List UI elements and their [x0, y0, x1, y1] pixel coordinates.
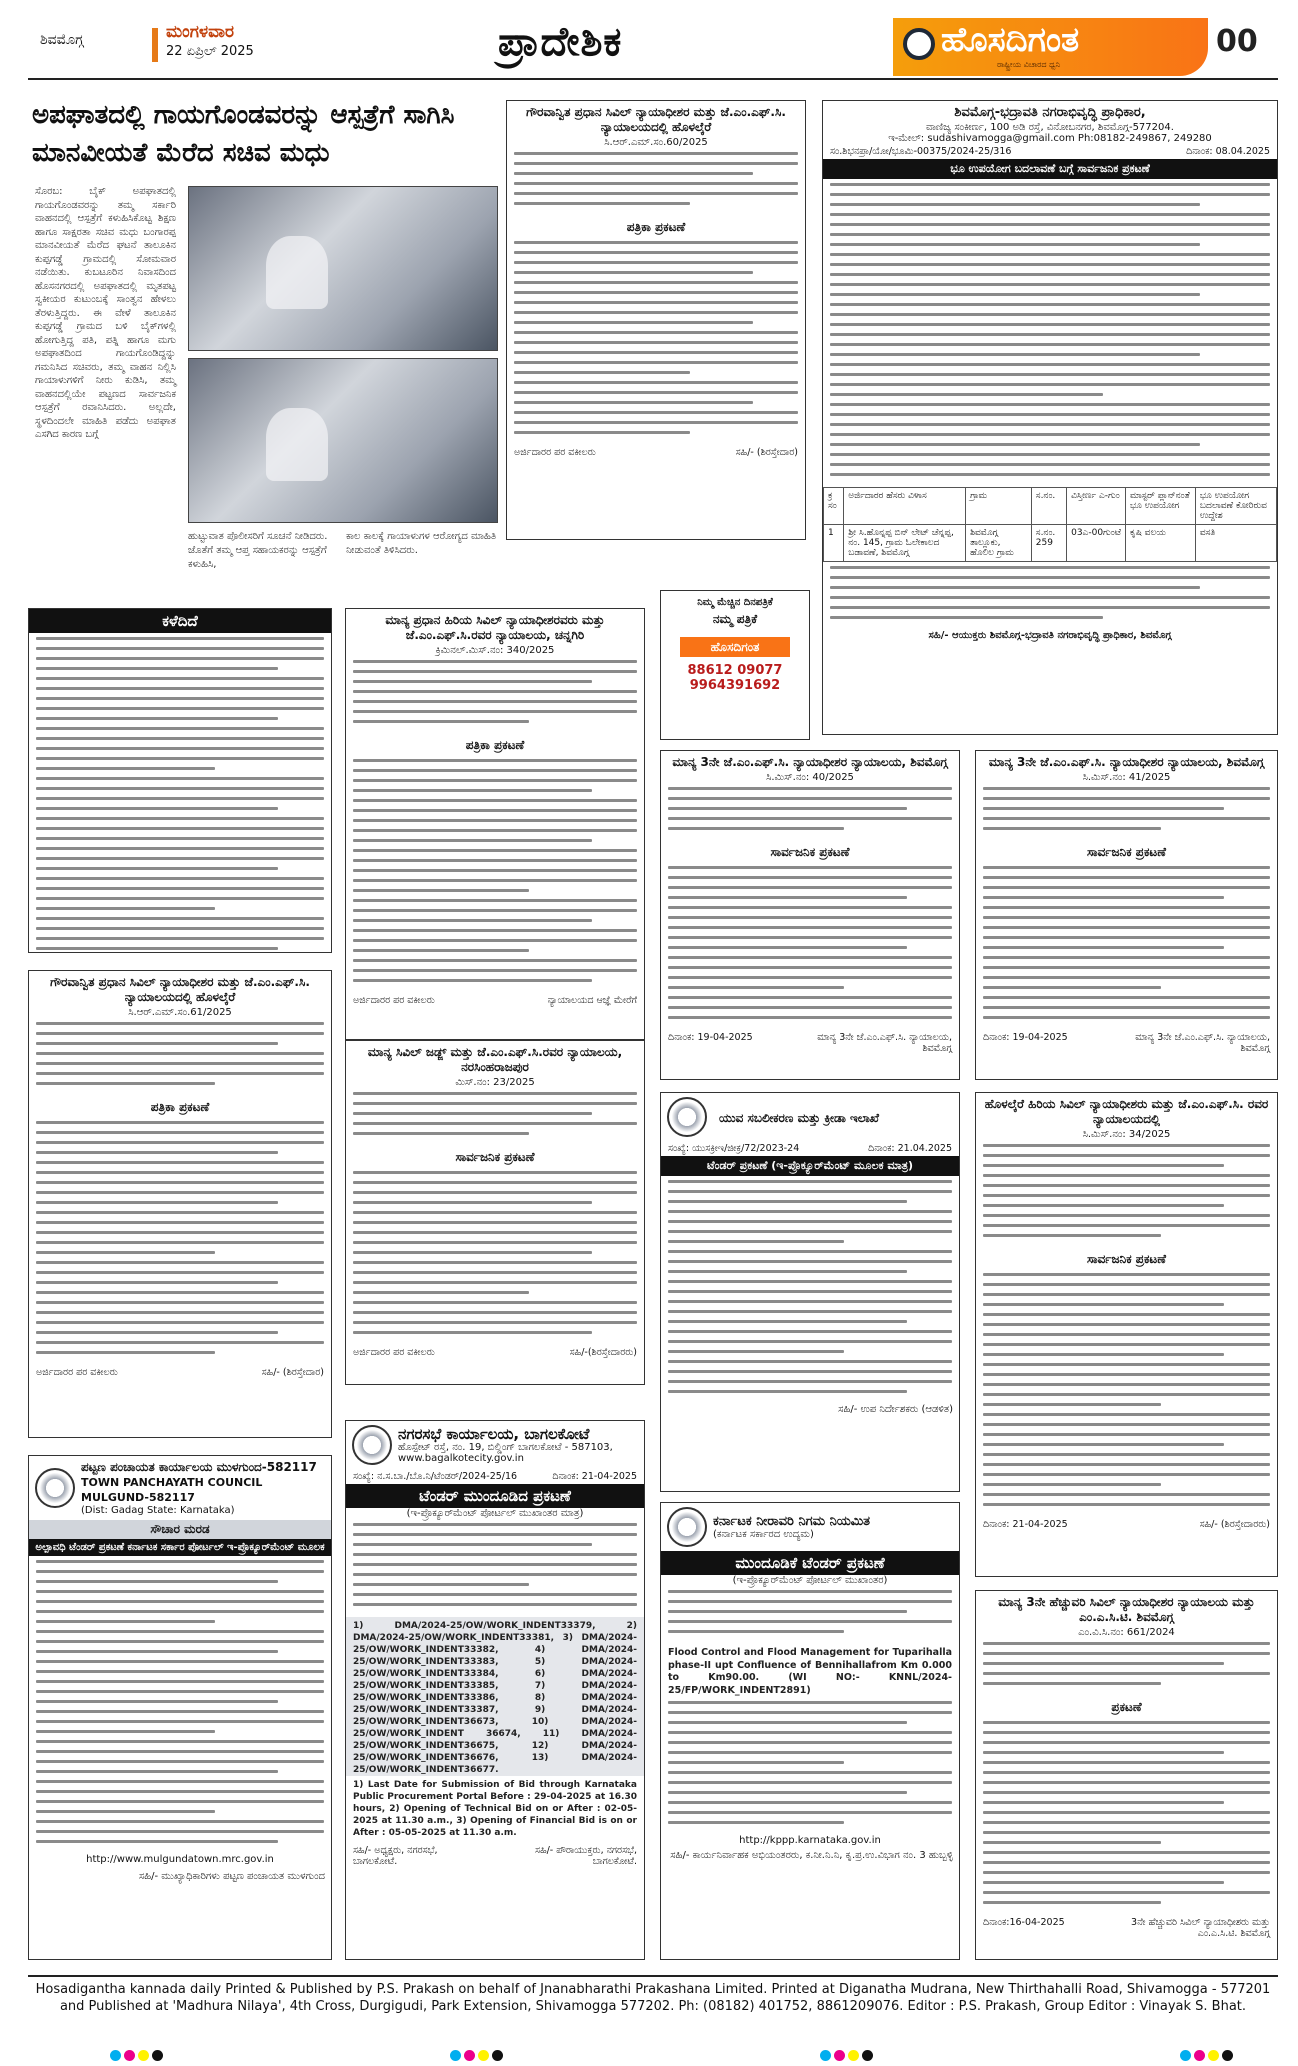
registration-marks-2 — [450, 2050, 503, 2061]
notice-title: ಮಾನ್ಯ 3ನೇ ಜೆ.ಎಂ.ಎಫ್.ಸಿ. ನ್ಯಾಯಾಧೀಶರ ನ್ಯಾಯಾಲಯ, ಶಿವಮೊಗ್ಗ — [988, 755, 1265, 769]
table-row: 1 ಶ್ರೀ ಸಿ.ಹೊನ್ನಪ್ಪ ಬಿನ್ ಲೇಟ್ ಚೆನ್ನಪ್ಪ, ನಂ. 145, ಗ್ರಾಮ ಓಲೇಕಾಲದ ಬಡಾವಣೆ, ಶಿವಮೊಗ್ಗ ಶಿವಮೊಗ್ಗ ತಾಲ್ಲೂಕು, ಹೊಲಿಲ ಗ್ರಾಮ ಸ.ನಂ. 259 03ಎ-00ಗುಂಟೆ ಕೃಷಿ ವಲಯ ವಸತಿ — [824, 525, 1277, 562]
knnl-tender — [660, 1502, 960, 1960]
notice-sign-left: ಅರ್ಜಿದಾರರ ಪರ ವಕೀಲರು — [353, 1347, 435, 1358]
knnl-portal: http://kppp.karnataka.gov.in — [739, 1835, 881, 1846]
notice-case-number: ಸಿ.ಆರ್.ಎಮ್.ಸಂ.61/2025 — [128, 1007, 232, 1018]
notice-title: ಗೌರವಾನ್ವಿತ ಪ್ರಧಾನ ಸಿವಿಲ್ ನ್ಯಾಯಾಧೀಶರ ಮತ್ತು ಜೆ.ಎಂ.ಎಫ್.ಸಿ. ನ್ಯಾಯಾಲಯದಲ್ಲಿ ಹೊಳಲ್ಕೆರೆ — [526, 105, 786, 134]
subscription-ad — [660, 590, 810, 740]
knnl-band: ಮುಂದೂಡಿಕೆ ಟೆಂಡರ್ ಪ್ರಕಟಣೆ — [661, 1551, 959, 1575]
imprint-footer — [28, 1975, 1278, 2015]
notice-title: ಮಾನ್ಯ 3ನೇ ಜೆ.ಎಂ.ಎಫ್.ಸಿ. ನ್ಯಾಯಾಧೀಶರ ನ್ಯಾಯಾಲಯ, ಶಿವಮೊಗ್ಗ — [672, 755, 948, 769]
cmc-indents: 1) DMA/2024-25/OW/WORK_INDENT33379, 2) DMA/2024-25/OW/WORK_INDENT33381, 3) DMA/2024-25/OW/WORK_INDENT33382, 4) DMA/2024-25/OW/WORK_INDENT33383, 5) DMA/2024-25/OW/WORK_INDENT33384, 6) DMA/2024-25/OW/WORK_INDENT33385, 7) DMA/2024-25/OW/WORK_INDENT33386, 8) DMA/2024-25/OW/WORK_INDENT33387, 9) DMA/2024-25/OW/WORK_INDENT36673, 10) DMA/2024-25/OW/WORK_INDENT 36674, 11) DMA/2024-25/OW/WORK_INDENT36675, 12) DMA/2024-25/OW/WORK_INDENT36676, 13) DMA/2024-25/OW/WORK_INDENT36677. — [346, 1617, 644, 1776]
notice-sign-left: ದಿನಾಂಕ:16-04-2025 — [983, 1917, 1065, 1928]
ad-phone-2: 9964391692 — [689, 678, 781, 693]
newspaper-tagline: ರಾಷ್ಟ್ರೀಯ ವಿಚಾರದ ಧ್ವನಿ — [997, 60, 1061, 69]
cmc-band: ಟೆಂಡರ್ ಮುಂದೂಡಿದ ಪ್ರಕಟಣೆ — [346, 1484, 644, 1508]
court-notice-nrpura-23 — [345, 1040, 645, 1385]
cmc-sign-left: ಸಹಿ/- ಅಧ್ಯಕ್ಷರು, ನಗರಸಭೆ, ಬಾಗಲಕೋಟೆ. — [353, 1845, 438, 1867]
karnataka-seal-icon — [667, 1097, 707, 1137]
page-number: 00 — [1216, 24, 1258, 59]
masthead-date: 22 ಏಪ್ರಿಲ್ 2025 — [166, 44, 254, 59]
authority-ref: ಸಂ.ಶಿಭನಪ್ರಾ/ಯೋ/ಭೂಮಿ-00375/2024-25/316 — [830, 146, 1012, 157]
ad-phone-1: 88612 09077 — [687, 663, 783, 678]
notice-label: ಪತ್ರಿಕಾ ಪ್ರಕಟಣೆ — [150, 1100, 210, 1114]
registration-marks-4 — [1180, 2050, 1233, 2061]
notice-sign-right: ಸಹಿ/- (ಶಿರಸ್ತೇದಾರರು) — [1199, 1519, 1270, 1530]
section-title: ಪ್ರಾದೇಶಿಕ — [498, 18, 623, 65]
authority-sign: ಸಹಿ/- ಆಯುಕ್ತರು ಶಿವಮೊಗ್ಗ-ಭದ್ರಾವತಿ ನಗರಾಭಿವೃದ್ಧಿ ಪ್ರಾಧಿಕಾರ, ಶಿವಮೊಗ್ಗ — [928, 630, 1172, 641]
cmc-dates: 1) Last Date for Submission of Bid through Karnataka Public Procurement Portal Before : 29-04-2025 at 16.30 hours, 2) Opening of Technical Bid on or After : 02-05-2025 at 11.30 a.m., 3) Opening of Financial Bid is on or After : 05-05-2025 at 11.30 a.m. — [353, 1780, 637, 1838]
cmc-web: www.bagalkotecity.gov.in — [398, 1452, 524, 1464]
masthead-divider — [152, 28, 158, 62]
knnl-title: ಕರ್ನಾಟಕ ನೀರಾವರಿ ನಿಗಮ ನಿಯಮಿತ — [713, 1514, 871, 1529]
authority-date: ದಿನಾಂಕ: 08.04.2025 — [1186, 146, 1270, 157]
court-notice-shivamogga-40 — [660, 750, 960, 1080]
ad-line-1: ನಿಮ್ಮ ಮೆಚ್ಚಿನ ದಿನಪತ್ರಿಕೆ — [697, 597, 773, 608]
knnl-logo-icon — [667, 1507, 707, 1547]
lead-caption-left: ಹುಟ್ಟುವಾತ ಪೊಲೀಸರಿಗೆ ಸೂಚನೆ ನೀಡಿದರು. ಜೊತೆಗೆ ತಮ್ಮ ಆಪ್ತ ಸಹಾಯಕರನ್ನು ಆಸ್ಪತ್ರೆಗೆ ಕಳುಹಿಸಿ, — [188, 531, 328, 570]
notice-sign-right: ಮಾನ್ಯ 3ನೇ ಜೆ.ಎಂ.ಎಫ್.ಸಿ. ನ್ಯಾಯಾಲಯ, ಶಿವಮೊಗ್ಗ — [817, 1032, 952, 1054]
notice-label: ಪತ್ರಿಕಾ ಪ್ರಕಟಣೆ — [465, 738, 525, 752]
youth-ref: ಸಂಖ್ಯೆ: ಯುಸಕ್ರೀಇ/ಜೀಕ್ರ/72/2023-24 — [668, 1143, 800, 1154]
notice-case-number: ಎಂ.ವಿ.ಸಿ.ನಂ: 661/2024 — [1078, 1627, 1175, 1638]
town-label: ಸೌಚಾರ ಮರಡ — [29, 1520, 331, 1539]
notice-title: ಗೌರವಾನ್ವಿತ ಪ್ರಧಾನ ಸಿವಿಲ್ ನ್ಯಾಯಾಧೀಶರ ಮತ್ತು ಜೆ.ಎಂ.ಎಫ್.ಸಿ. ನ್ಯಾಯಾಲಯದಲ್ಲಿ ಹೊಳಲ್ಕೆರೆ — [50, 975, 310, 1004]
court-notice-channagiri-340 — [345, 608, 645, 1040]
lead-caption-right: ಕಾಲ ಕಾಲಕ್ಕೆ ಗಾಯಾಳುಗಳ ಆರೋಗ್ಯದ ಮಾಹಿತಿ ನೀಡುವಂತೆ ತಿಳಿಸಿದರು. — [346, 531, 497, 556]
notice-sign-right: 3ನೇ ಹೆಚ್ಚುವರಿ ಸಿವಿಲ್ ನ್ಯಾಯಾಧೀಶರು ಮತ್ತು ಎಂ.ಎ.ಸಿ.ಟಿ. ಶಿವಮೊಗ್ಗ — [1131, 1917, 1270, 1939]
newspaper-name: ಹೊಸದಿಗಂತ — [941, 20, 1080, 60]
lost-notice-band: ಕಳೆದಿದೆ — [29, 609, 331, 633]
lead-photo-bottom — [188, 358, 498, 523]
notice-case-number: ಸಿ.ಮಿಸ್.ನಂ: 41/2025 — [1082, 772, 1171, 783]
town-title-en: TOWN PANCHAYATH COUNCIL MULGUND-582117 — [81, 1476, 263, 1504]
town-panchayath-tender — [28, 1455, 332, 1960]
youth-date: ದಿನಾಂಕ: 21.04.2025 — [868, 1143, 952, 1154]
panchayath-seal-icon — [35, 1468, 75, 1508]
registration-marks-1 — [110, 2050, 163, 2061]
knnl-sub: (ಕರ್ನಾಟಕ ಸರ್ಕಾರದ ಉದ್ಯಮ) — [713, 1529, 814, 1540]
knnl-work: Flood Control and Flood Management for Tuparihalla phase-II upt Confluence of Bennihallafrom Km 0.000 to Km90.00. (WI NO:- KNNL/2024-25/FP/WORK_INDENT2891) — [668, 1647, 952, 1696]
lead-photo-top — [188, 186, 498, 351]
notice-case-number: ಸಿ.ಮಿಸ್.ನಂ: 34/2025 — [1082, 1129, 1171, 1140]
lead-body: ಸೊರಬ: ಬೈಕ್ ಅಪಘಾತದಲ್ಲಿ ಗಾಯಗೊಂಡವರನ್ನು ತಮ್ಮ ಸರ್ಕಾರಿ ವಾಹನದಲ್ಲಿ ಆಸ್ಪತ್ರೆಗೆ ಕಳುಹಿಸಿಕೊಟ್ಟ ಶಿಕ್ಷಣ ಹಾಗೂ ಸಾಕ್ಷರತಾ ಸಚಿವ ಮಧು ಬಂಗಾರಪ್ಪ ಮಾನವೀಯತೆ ಮೆರೆದ ಘಟನೆ ತಾಲೂಕಿನ ಕುಪ್ಪಗಡ್ಡೆ ಗ್ರಾಮದಲ್ಲಿ ಸೋಮವಾರ ನಡೆಯಿತು. ಕುಬಟೂರಿನ ನಿವಾಸದಿಂದ ಹೊಸನಗರದಲ್ಲಿ ಅಪಘಾತದಲ್ಲಿ ಮೃತಪಟ್ಟ ಸ್ವಕೀಯರ ಕುಟುಂಬಕ್ಕೆ ಸಾಂತ್ವನ ಹೇಳಲು ತೆರಳುತ್ತಿದ್ದರು. ಈ ವೇಳೆ ತಾಲೂಕಿನ ಕುಪ್ಪಗಡ್ಡೆ ಗ್ರಾಮದ ಬಳಿ ಬೈಕ್‌ಗಳಲ್ಲಿ ಹೋಗುತ್ತಿದ್ದ ಪತಿ, ಪತ್ನಿ ಹಾಗೂ ಮಗು ಅಪಘಾತದಿಂದ ಗಾಯಗೊಂಡಿದ್ದನ್ನು ಗಮನಿಸಿದ ಸಚಿವರು, ತಮ್ಮ ವಾಹನ ನಿಲ್ಲಿಸಿ ಗಾಯಾಳುಗಳಿಗೆ ನೀರು ಕುಡಿಸಿ, ತಮ್ಮ ವಾಹನದಲ್ಲಿಯೇ ಪಟ್ಟಣದ ಸಾರ್ವಜನಿಕ ಆಸ್ಪತ್ರೆಗೆ ರವಾನಿಸಿದರು. ಅಲ್ಲದೇ, ಸ್ಥಳದಿಂದಲೇ ಮಾಹಿತಿ ಪಡೆದು ಅಪಘಾತ ಎಸಗಿದ ಕಾರಣ ಬಗ್ಗೆ — [35, 186, 176, 440]
registration-marks-3 — [820, 2050, 873, 2061]
court-notice-mact-661 — [975, 1590, 1278, 1960]
notice-title: ಮಾನ್ಯ ಪ್ರಧಾನ ಹಿರಿಯ ಸಿವಿಲ್ ನ್ಯಾಯಾಧೀಶರವರು ಮತ್ತು ಜೆ.ಎಂ.ಎಫ್.ಸಿ.ರವರ ನ್ಯಾಯಾಲಯ, ಚನ್ನಗಿರಿ — [385, 613, 605, 642]
authority-band: ಭೂ ಉಪಯೋಗ ಬದಲಾವಣೆ ಬಗ್ಗೆ ಸಾರ್ವಜನಿಕ ಪ್ರಕಟಣೆ — [823, 159, 1277, 179]
notice-sign-right: ನ್ಯಾಯಾಲಯದ ಆಜ್ಞೆ ಮೇರೆಗೆ — [547, 995, 637, 1006]
notice-case-number: ಸಿ.ಮಿಸ್.ನಂ: 40/2025 — [766, 772, 854, 783]
youth-title: ಯುವ ಸಬಲೀಕರಣ ಮತ್ತು ಕ್ರೀಡಾ ಇಲಾಖೆ — [719, 1110, 880, 1125]
knnl-band-sub: (ಇ-ಪ್ರೊಕ್ಯೂರ್‌ಮೆಂಟ್ ಪೋರ್ಟಲ್ ಮುಖಾಂತರ) — [732, 1575, 888, 1586]
notice-case-number: ಸಿ.ಆರ್.ಎಮ್.ಸಂ.60/2025 — [604, 137, 708, 148]
notice-sign-left: ದಿನಾಂಕ: 19-04-2025 — [983, 1032, 1068, 1043]
court-notice-holalkere-61 — [28, 970, 332, 1438]
youth-sign: ಸಹಿ/- ಉಪ ನಿರ್ದೇಶಕರು (ಆಡಳಿತ) — [838, 1404, 953, 1415]
land-use-table — [823, 487, 1277, 562]
cmc-seal-icon — [352, 1425, 392, 1465]
notice-sign-right: ಸಹಿ/- (ಶಿರಸ್ತೇದಾರ) — [735, 447, 798, 458]
town-sign: ಸಹಿ/- ಮುಖ್ಯಾಧಿಕಾರಿಗಳು ಪಟ್ಟಣ ಪಂಚಾಯತ ಮುಳಗುಂದ — [138, 1871, 325, 1882]
notice-sign-right: ಸಹಿ/- (ಶಿರಸ್ತೇದಾರ) — [261, 1367, 324, 1378]
notice-label: ಸಾರ್ವಜನಿಕ ಪ್ರಕಟಣೆ — [1086, 845, 1167, 859]
cmc-bagalkot-tender — [345, 1420, 645, 1960]
lead-story — [28, 90, 498, 590]
ad-logo: ಹೊಸದಿಗಂತ — [680, 637, 790, 657]
newspaper-logo — [893, 18, 1208, 76]
notice-title: ಮಾನ್ಯ ಸಿವಿಲ್ ಜಡ್ಜ್ ಮತ್ತು ಜೆ.ಎಂ.ಎಫ್.ಸಿ.ರವರ ನ್ಯಾಯಾಲಯ, ನರಸಿಂಹರಾಜಪುರ — [367, 1045, 623, 1074]
notice-title: ಮಾನ್ಯ 3ನೇ ಹೆಚ್ಚುವರಿ ಸಿವಿಲ್ ನ್ಯಾಯಾಧೀಶರ ನ್ಯಾಯಾಲಯ ಮತ್ತು ಎಂ.ಎ.ಸಿ.ಟಿ. ಶಿವಮೊಗ್ಗ — [998, 1595, 1255, 1624]
notice-case-number: ಕ್ರಿಮಿನಲ್.ಮಿಸ್.ನಂ: 340/2025 — [435, 645, 555, 656]
cmc-ref: ಸಂಖ್ಯೆ: ನ.ಸ.ಬಾ./ಬೊ.ನಿ/ಟೆಂಡರ್/2024-25/16 — [353, 1471, 518, 1482]
masthead-city: ಶಿವಮೊಗ್ಗ — [40, 32, 84, 48]
notice-sign-left: ಅರ್ಜಿದಾರರ ಪರ ವಕೀಲರು — [514, 447, 596, 458]
notice-sign-left: ಅರ್ಜಿದಾರರ ಪರ ವಕೀಲರು — [36, 1367, 118, 1378]
notice-label: ಸಾರ್ವಜನಿಕ ಪ್ರಕಟಣೆ — [770, 845, 850, 859]
town-title-kn: ಪಟ್ಟಣ ಪಂಚಾಯತ ಕಾರ್ಯಾಲಯ ಮುಳಗುಂದ-582117 — [81, 1460, 317, 1474]
notice-label: ಪತ್ರಿಕಾ ಪ್ರಕಟಣೆ — [626, 220, 686, 234]
notice-title: ಹೊಳಲ್ಕೆರೆ ಹಿರಿಯ ಸಿವಿಲ್ ನ್ಯಾಯಾಧೀಶರು ಮತ್ತು ಜೆ.ಎಂ.ಎಫ್.ಸಿ. ರವರ ನ್ಯಾಯಾಲಯದಲ್ಲಿ — [984, 1097, 1269, 1126]
imprint-line-1: Hosadigantha kannada daily Printed & Published by P.S. Prakash on behalf of Jnanabharathi Prakashana Limited. Printed at Diganatha Mudrana, New Thirthahalli Road, Shivamogga - 577201 — [35, 1982, 1271, 1997]
table-header-row: ಕ್ರ ಸಂ ಅರ್ಜಿದಾರರ ಹೆಸರು ವಿಳಾಸ ಗ್ರಾಮ ಸ.ನಂ. ವಿಸ್ತೀರ್ಣ ಎ-ಗುಂ ಮಾಸ್ಟರ್ ಪ್ಲಾನ್‌ನಂತೆ ಭೂ ಉಪಯೋಗ ಭೂ ಉಪಯೋಗ ಬದಲಾವಣೆ ಕೋರಿರುವ ಉದ್ದೇಶ — [824, 488, 1277, 525]
notice-sign-left: ದಿನಾಂಕ: 19-04-2025 — [668, 1032, 753, 1043]
cmc-title: ನಗರಸಭೆ ಕಾರ್ಯಾಲಯ, ಬಾಗಲಕೋಟೆ — [398, 1424, 590, 1443]
cmc-sign-right: ಸಹಿ/- ಪೌರಾಯುಕ್ತರು, ನಗರಸಭೆ, ಬಾಗಲಕೋಟೆ. — [535, 1845, 637, 1867]
knnl-sign: ಸಹಿ/- ಕಾರ್ಯನಿರ್ವಾಹಕ ಅಭಿಯಂತರರು, ಕ.ನೀ.ನಿ.ನಿ, ಕೃ.ಪ್ರ.ಉ.ವಿಭಾಗ ನಂ. 3 ಹುಬ್ಬಳ್ಳಿ — [670, 1850, 953, 1861]
authority-address: ವಾಣಿಜ್ಯ ಸಂಕೀರ್ಣ, 100 ಅಡಿ ರಸ್ತೆ, ವಿನೋಬನಗರ, ಶಿವಮೊಗ್ಗ-577204. — [926, 122, 1174, 133]
court-notice-holalkere-34 — [975, 1092, 1278, 1577]
town-band: ಅಲ್ಪಾವಧಿ ಟೆಂಡರ್ ಪ್ರಕಟಣೆ ಕರ್ನಾಟಕ ಸರ್ಕಾರ ಪೋರ್ಟಲ್ ಇ-ಪ್ರೊಕ್ಯೂರ್‌ಮೆಂಟ್ ಮೂಲಕ — [29, 1539, 331, 1556]
town-district: (Dist: Gadag State: Karnataka) — [81, 1505, 235, 1516]
imprint-line-2: and Published at 'Madhura Nilaya', 4th Cross, Durgigudi, Park Extension, Shivamogga 577202. Ph: (08182) 401752, 8861209076. Editor : P.S. Prakash, Group Editor : Vinayak S. Bhat. — [59, 1999, 1247, 2014]
urban-development-authority-notice — [822, 100, 1278, 735]
lead-headline: ಅಪಘಾತದಲ್ಲಿ ಗಾಯಗೊಂಡವರನ್ನು ಆಸ್ಪತ್ರೆಗೆ ಸಾಗಿಸಿ ಮಾನವೀಯತೆ ಮೆರೆದ ಸಚಿವ ಮಧು — [32, 100, 455, 168]
notice-label: ಸಾರ್ವಜನಿಕ ಪ್ರಕಟಣೆ — [455, 1150, 535, 1164]
notice-case-number: ಮಿಸ್.ನಂ: 23/2025 — [455, 1077, 535, 1088]
court-notice-shivamogga-41 — [975, 750, 1278, 1080]
notice-sign-left: ಅರ್ಜಿದಾರರ ಪರ ವಕೀಲರು — [353, 995, 435, 1006]
cmc-address: ಹೊಸ್ಪೇಟ್ ರಸ್ತೆ, ನಂ. 19, ಬಿಲ್ಡಿಂಗ್ ಬಾಗಲಕೋಟೆ - 587103, — [398, 1441, 613, 1453]
authority-title: ಶಿವಮೊಗ್ಗ-ಭದ್ರಾವತಿ ನಗರಾಭಿವೃದ್ಧಿ ಪ್ರಾಧಿಕಾರ, — [954, 105, 1146, 120]
masthead-day: ಮಂಗಳವಾರ — [166, 22, 235, 42]
youth-sports-tender — [660, 1092, 960, 1492]
authority-email: ಇ-ಮೇಲ್: sudashivamogga@gmail.com Ph:08182-249867, 249280 — [888, 133, 1212, 144]
cmc-date: ದಿನಾಂಕ: 21-04-2025 — [552, 1471, 637, 1482]
notice-sign-right: ಮಾನ್ಯ 3ನೇ ಜೆ.ಎಂ.ಎಫ್.ಸಿ. ನ್ಯಾಯಾಲಯ, ಶಿವಮೊಗ್ಗ — [1135, 1032, 1270, 1054]
notice-sign-right: ಸಹಿ/-(ಶಿರಸ್ತೇದಾರರು) — [569, 1347, 637, 1358]
lost-notice — [28, 608, 332, 953]
town-site: http://www.mulgundatown.mrc.gov.in — [86, 1854, 274, 1865]
ad-line-2: ನಮ್ಮ ಪತ್ರಿಕೆ — [712, 612, 758, 626]
notice-label: ಪ್ರಕಟಣೆ — [1111, 1700, 1142, 1714]
court-notice-holalkere-60 — [506, 100, 806, 540]
cmc-band-sub: (ಇ-ಪ್ರೊಕ್ಯೂರ್‌ಮೆಂಟ್ ಪೋರ್ಟಲ್ ಮುಖಾಂತರ ಮಾತ್ರ) — [406, 1508, 584, 1519]
youth-band: ಟೆಂಡರ್ ಪ್ರಕಟಣೆ (ಇ-ಪ್ರೊಕ್ಯೂರ್‌ಮೆಂಟ್ ಮೂಲಕ ಮಾತ್ರ) — [661, 1156, 959, 1176]
notice-sign-left: ದಿನಾಂಕ: 21-04-2025 — [983, 1519, 1068, 1530]
masthead — [28, 18, 1278, 80]
logo-icon — [903, 28, 935, 60]
notice-label: ಸಾರ್ವಜನಿಕ ಪ್ರಕಟಣೆ — [1086, 1252, 1167, 1266]
